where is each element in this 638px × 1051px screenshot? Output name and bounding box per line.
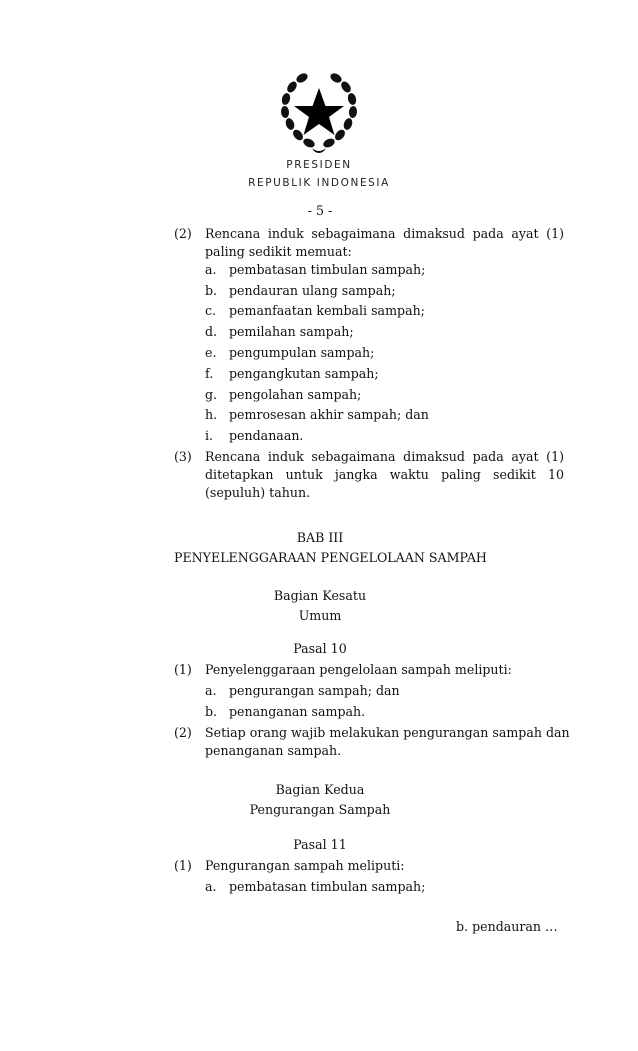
item-number: (2) bbox=[174, 725, 192, 740]
list-letter: a. bbox=[205, 683, 217, 698]
paragraph-text bbox=[205, 225, 564, 261]
paragraph-line: paling sedikit memuat: bbox=[205, 244, 352, 259]
chapter-title: PENYELENGGARAAN PENGELOLAAN SAMPAH bbox=[174, 550, 487, 565]
list-text: pengolahan sampah; bbox=[229, 387, 362, 402]
continuation-marker: b. pendauran … bbox=[456, 919, 558, 934]
list-letter: b. bbox=[205, 704, 218, 719]
list-text: penanganan sampah. bbox=[229, 704, 366, 719]
paragraph-text: Penyelenggaraan pengelolaan sampah meliputi: bbox=[205, 662, 512, 677]
item-number: (3) bbox=[174, 449, 192, 464]
garuda-star-emblem-icon bbox=[276, 72, 362, 154]
list-letter: a. bbox=[205, 262, 217, 277]
page-number: - 5 - bbox=[307, 203, 333, 218]
list-text: pemanfaatan kembali sampah; bbox=[229, 303, 425, 318]
paragraph-text: Pengurangan sampah meliputi: bbox=[205, 858, 405, 873]
list-letter: a. bbox=[205, 879, 217, 894]
section-label: Bagian Kedua bbox=[275, 782, 365, 797]
paragraph-line: (sepuluh) tahun. bbox=[205, 485, 311, 500]
list-letter: b. bbox=[205, 283, 218, 298]
list-text: pemrosesan akhir sampah; dan bbox=[229, 407, 429, 422]
emblem-title-line1: PRESIDEN bbox=[286, 159, 352, 171]
chapter-number: BAB III bbox=[296, 530, 344, 545]
list-text: pemilahan sampah; bbox=[229, 324, 354, 339]
list-letter: g. bbox=[205, 387, 218, 402]
list-text: pengurangan sampah; dan bbox=[229, 683, 400, 698]
paragraph-line: penanganan sampah. bbox=[205, 743, 342, 758]
article-title: Pasal 10 bbox=[293, 641, 347, 656]
emblem-title bbox=[240, 160, 398, 189]
paragraph-line: Setiap orang wajib melakukan pengurangan sampah dan bbox=[205, 725, 570, 740]
list-text: pengangkutan sampah; bbox=[229, 366, 379, 381]
article-title: Pasal 11 bbox=[293, 837, 347, 852]
list-letter: i. bbox=[205, 428, 214, 443]
list-letter: e. bbox=[205, 345, 217, 360]
paragraph-text bbox=[205, 724, 570, 760]
paragraph-text bbox=[205, 448, 564, 502]
list-letter: d. bbox=[205, 324, 218, 339]
emblem-title-line2: REPUBLIK INDONESIA bbox=[248, 177, 390, 189]
section-title: Pengurangan Sampah bbox=[249, 802, 391, 817]
list-letter: h. bbox=[205, 407, 218, 422]
list-text: pendauran ulang sampah; bbox=[229, 283, 396, 298]
list-text: pembatasan timbulan sampah; bbox=[229, 879, 426, 894]
list-letter: f. bbox=[205, 366, 214, 381]
item-number: (1) bbox=[174, 858, 192, 873]
paragraph-line: Rencana induk sebagaimana dimaksud pada ayat (1) bbox=[205, 226, 564, 241]
paragraph-line: Rencana induk sebagaimana dimaksud pada ayat (1) bbox=[205, 449, 564, 464]
section-title: Umum bbox=[298, 608, 342, 623]
section-label: Bagian Kesatu bbox=[273, 588, 367, 603]
list-text: pengumpulan sampah; bbox=[229, 345, 375, 360]
list-text: pembatasan timbulan sampah; bbox=[229, 262, 426, 277]
item-number: (1) bbox=[174, 662, 192, 677]
list-letter: c. bbox=[205, 303, 217, 318]
item-number: (2) bbox=[174, 226, 192, 241]
paragraph-line: ditetapkan untuk jangka waktu paling sedikit 10 bbox=[205, 467, 564, 482]
list-text: pendanaan. bbox=[229, 428, 304, 443]
